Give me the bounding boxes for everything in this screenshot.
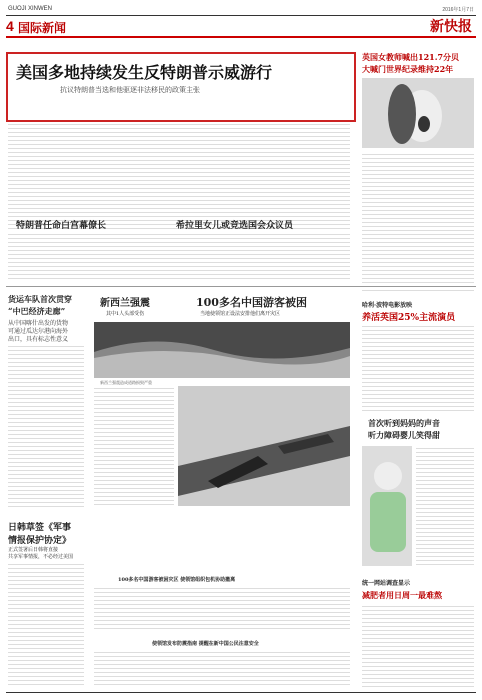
section-rule [6,36,476,38]
bottom-mid-body-1 [94,586,350,632]
right-lower-title-1: 首次听到妈妈的声音 [368,418,440,428]
wave-photo-art [94,322,350,378]
right-mid-kicker: 哈利·波特电影放映 [362,302,413,309]
bottom-mid-title-2: 使领馆发布防震指南 提醒在新中国公民注意安全 [152,641,259,647]
mid-left-title: 特朗普任命白宫幕僚长 [16,221,107,231]
section-title: 国际新闻 [18,21,67,35]
center-left-title: 新西兰强震 [100,298,150,309]
center-left-sub: 其中1人头部受伤 [106,311,145,317]
center-body [94,386,174,506]
mid-right-title: 希拉里女儿或竞选国会众议员 [176,221,294,231]
right-mid-body [362,324,474,414]
bottom-left-sub-1: 正式签署后日韩将直接 [8,547,59,553]
top-story-title: 美国多地持续发生反特朗普示威游行 [16,63,273,82]
masthead-rule [6,15,476,16]
right-lower-title-2: 听力障碍婴儿笑得甜 [368,430,440,440]
right-mid-title: 养活英国25%主流演员 [362,313,456,323]
bottom-left-title-2: 情报保护协定》 [8,536,72,546]
bottom-right-title: 减肥者用日周一最难熬 [362,590,442,600]
footer-rule [6,692,476,693]
right-lower-body [416,446,474,566]
baby-photo-art [362,446,412,566]
right-top-body [362,152,474,292]
baby-photo [362,446,412,566]
top-story-subtitle: 抗议特朗普当选和他驱逐非法移民的政策主张 [60,86,200,94]
bottom-left-sub-2: 共享军事情报，不必经过美国 [8,554,74,560]
masthead-date: 2016年1月7日 [442,7,474,13]
left-col-body [8,344,84,510]
section-number: 4 [6,18,14,34]
road-photo-art [178,386,350,506]
wave-photo [94,322,350,378]
road-damage-photo [178,386,350,506]
bottom-left-body [8,562,84,688]
left-col-title-2: “中巴经济走廊” [8,306,66,316]
left-col-sub-3: 出口，具有标志性意义 [8,336,69,343]
center-right-title: 100多名中国游客被困 [196,296,307,309]
left-col-sub-1: 从中国喀什出发的货物 [8,320,69,327]
center-right-sub: 当地使领馆正设法安排他们离开灾区 [200,311,281,317]
right-top-title-2: 大喊门世界纪录维持22年 [362,64,454,74]
top-story-body [8,122,350,232]
bottom-mid-title-1: 100多名中国游客被困灾区 使领馆组织包机协助撤离 [118,577,236,583]
right-top-title-1: 英国女教师喊出121.7分贝 [362,52,460,62]
mid-stories-body [8,232,350,282]
woman-shouting-photo [362,78,474,148]
left-col-title-1: 货运车队首次贯穿 [8,294,72,304]
left-col-sub-2: 可通过瓜达尔港向海外 [8,328,69,335]
bottom-right-body [362,604,474,688]
bottom-mid-body-2 [94,650,350,688]
woman-photo-art [362,78,474,148]
bottom-left-title-1: 日韩草签《军事 [8,523,72,533]
photo-caption: 新西兰强震造成道路损毁严重 [100,380,152,385]
masthead-left: GUOJI XINWEN [8,6,53,12]
divider [6,286,476,287]
bottom-right-kicker: 统一网站调查显示 [362,580,411,587]
brand-logo: 新快报 [430,19,472,35]
